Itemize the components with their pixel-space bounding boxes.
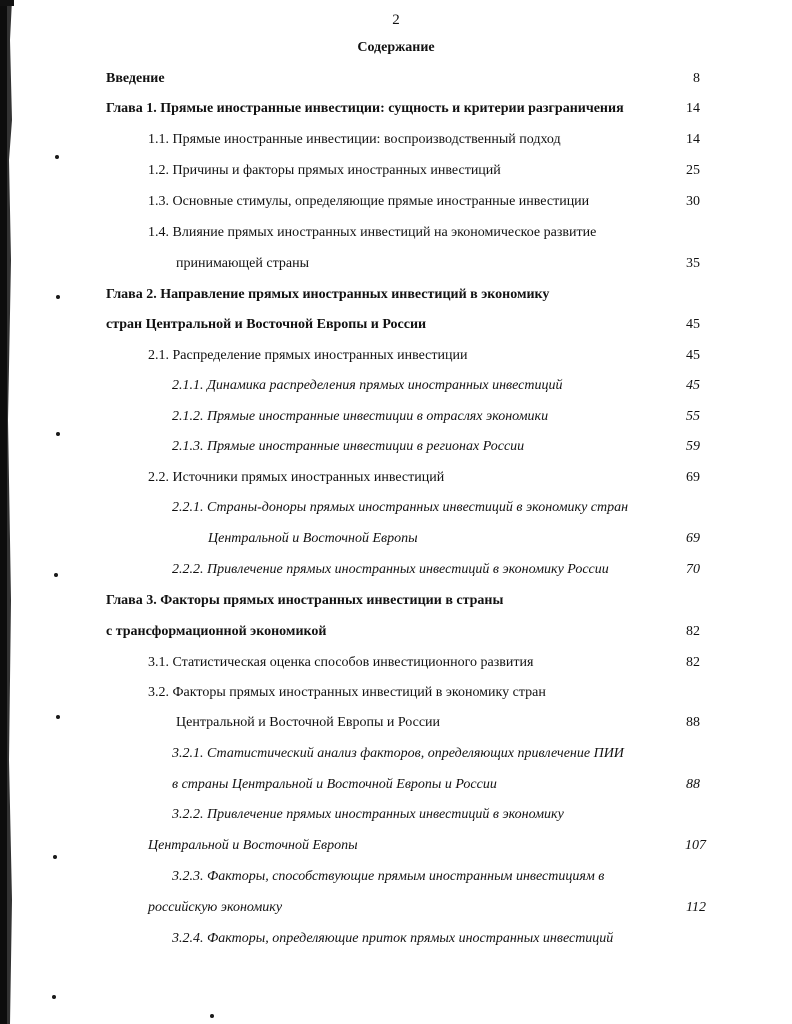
toc-entry-text: с трансформационной экономикой — [106, 624, 327, 639]
toc-entry-text: Глава 3. Факторы прямых иностранных инвестиции в страны — [106, 593, 504, 608]
toc-entry-text: 2.1.3. Прямые иностранные инвестиции в регионах России — [172, 439, 525, 454]
toc-entry-text: стран Центральной и Восточной Европы и России — [106, 317, 427, 332]
toc-entry-page: 45 — [686, 348, 700, 363]
toc-entry-page: 25 — [686, 163, 700, 178]
toc-entry-text: 1.3. Основные стимулы, определяющие прямые иностранные инвестиции — [148, 194, 590, 209]
toc-entry-page: 107 — [685, 838, 706, 853]
toc-entry-text: 1.1. Прямые иностранные инвестиции: воспроизводственный подход — [148, 132, 561, 147]
toc-entry-page: 45 — [686, 317, 700, 332]
toc-entry-page: 70 — [686, 562, 700, 577]
scan-speck — [56, 715, 60, 719]
toc-entry-text: 1.4. Влияние прямых иностранных инвестиций на экономическое развитие — [148, 225, 597, 240]
toc-entry-text: 3.2.4. Факторы, определяющие приток прямых иностранных инвестиций — [172, 931, 614, 946]
toc-entry-text: Центральной и Восточной Европы — [208, 531, 418, 546]
toc-entry-page: 8 — [693, 71, 700, 86]
scan-speck — [55, 155, 59, 159]
toc-entry-text: принимающей страны — [176, 256, 310, 271]
toc-entry-page: 69 — [686, 470, 700, 485]
toc-entry-page: 112 — [686, 900, 706, 915]
toc-entry-page: 88 — [686, 715, 700, 730]
toc-entry-text: в страны Центральной и Восточной Европы и России — [172, 777, 497, 792]
toc-entry-page: 55 — [686, 409, 700, 424]
toc-entry-page: 14 — [686, 101, 700, 116]
toc-entry-text: Введение — [106, 71, 165, 86]
toc-entry-page: 45 — [686, 378, 700, 393]
scan-speck — [52, 995, 56, 999]
toc-entry-page: 30 — [686, 194, 700, 209]
toc-entry-text: 3.1. Статистическая оценка способов инвестиционного развития — [148, 655, 534, 670]
toc-entry-page: 88 — [686, 777, 700, 792]
toc-entry-text: Глава 1. Прямые иностранные инвестиции: сущность и критерии разграничения — [106, 101, 624, 116]
toc-entry-page: 59 — [686, 439, 700, 454]
scan-shadow-edge — [0, 0, 14, 1024]
toc-entry-text: 1.2. Причины и факторы прямых иностранных инвестиций — [148, 163, 501, 178]
toc-entry-page: 69 — [686, 531, 700, 546]
toc-entry-text: Центральной и Восточной Европы — [148, 838, 358, 853]
toc-entry-text: 2.1. Распределение прямых иностранных инвестиции — [148, 348, 468, 363]
toc-entry-text: 2.1.1. Динамика распределения прямых иностранных инвестиций — [172, 378, 563, 393]
toc-entry-text: 2.1.2. Прямые иностранные инвестиции в отраслях экономики — [172, 409, 549, 424]
toc-entry-text: 3.2.3. Факторы, способствующие прямым иностранным инвестициям в — [172, 869, 605, 884]
scan-speck — [210, 1014, 214, 1018]
toc-entry-text: Глава 2. Направление прямых иностранных инвестиций в экономику — [106, 287, 550, 302]
scan-speck — [56, 295, 60, 299]
toc-entry-page: 82 — [686, 624, 700, 639]
toc-entry-text: 3.2.2. Привлечение прямых иностранных инвестиций в экономику — [172, 807, 564, 822]
toc-entry-text: 2.2.1. Страны-доноры прямых иностранных инвестиций в экономику стран — [172, 500, 629, 515]
toc-entry-page: 82 — [686, 655, 700, 670]
toc-entry-page: 14 — [686, 132, 700, 147]
toc-entry-text: 3.2. Факторы прямых иностранных инвестиций в экономику стран — [148, 685, 546, 700]
scan-speck — [54, 573, 58, 577]
toc-entry-text: 2.2. Источники прямых иностранных инвестиций — [148, 470, 445, 485]
page-number: 2 — [392, 12, 400, 28]
toc-entry-text: 2.2.2. Привлечение прямых иностранных инвестиций в экономику России — [172, 562, 609, 577]
toc-entry-text: Центральной и Восточной Европы и России — [176, 715, 441, 730]
scan-speck — [56, 432, 60, 436]
toc-entry-text: 3.2.1. Статистический анализ факторов, определяющих привлечение ПИИ — [172, 746, 624, 761]
contents-heading: Содержание — [357, 40, 435, 55]
toc-entry-page: 35 — [686, 256, 700, 271]
toc-entry-text: российскую экономику — [148, 900, 283, 915]
scan-speck — [53, 855, 57, 859]
